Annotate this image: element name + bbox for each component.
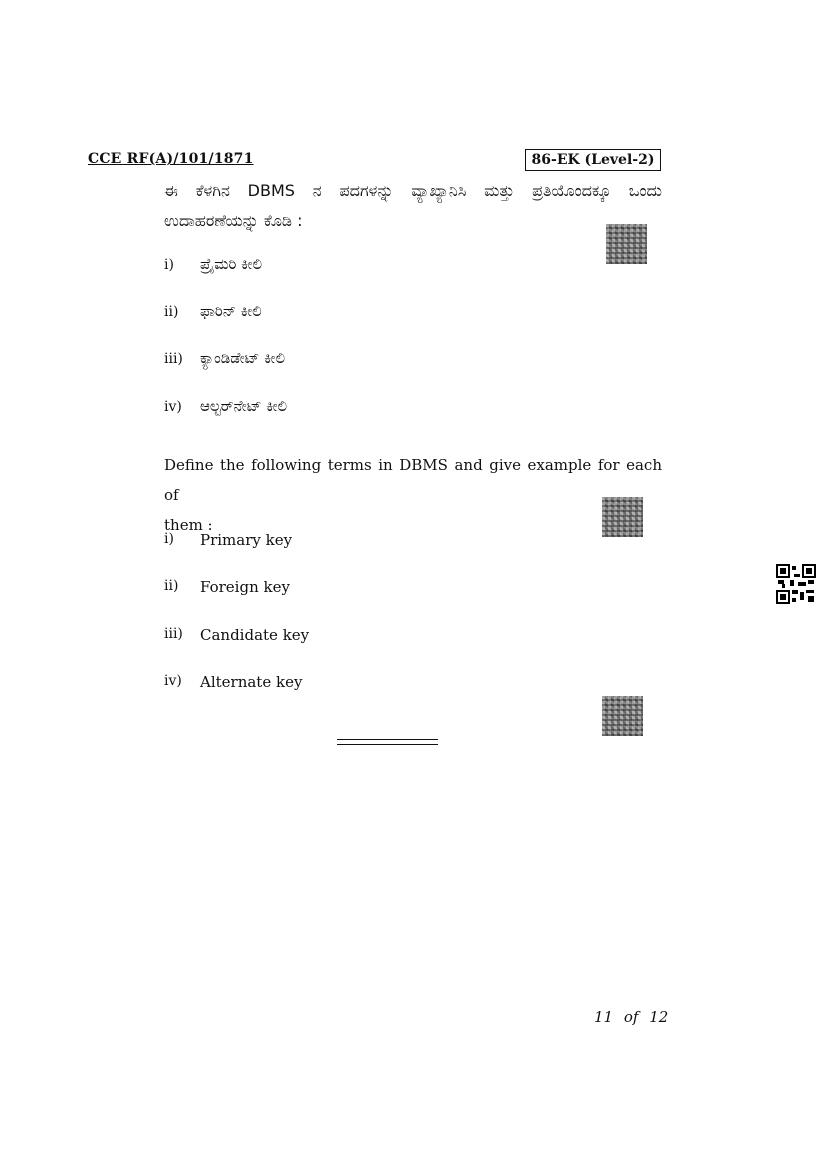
qr-finder-pattern (776, 590, 790, 604)
english-intro-line1: Define the following terms in DBMS and give example for each of (164, 456, 662, 504)
qr-finder-pattern (802, 564, 816, 578)
qr-module (794, 574, 800, 577)
qr-module (808, 580, 814, 584)
kannada-item-number: iv) (164, 399, 182, 415)
english-item-number: ii) (164, 578, 179, 594)
english-question (164, 450, 662, 540)
kannada-item-number: ii) (164, 304, 179, 320)
qr-code-image (602, 696, 643, 736)
kannada-item-text: ಫಾರಿನ್ ಕೀಲಿ (200, 302, 262, 320)
qr-module (798, 582, 806, 586)
paper-id-box: 86-EK (Level-2) (525, 149, 661, 171)
kannada-item-text: ಆಲ್ಟರ್‌ನೇಟ್ ಕೀಲಿ (200, 397, 288, 415)
kannada-item-number: iii) (164, 351, 183, 367)
qr-module (792, 566, 796, 570)
qr-module (800, 592, 804, 600)
side-qr-code (776, 564, 816, 604)
qr-code-image (606, 224, 647, 264)
kannada-intro-line2: ಉದಾಹರಣೆಯನ್ನು ಕೊಡಿ : (164, 211, 303, 230)
kannada-item-text: ಪ್ರೈಮರಿ ಕೀಲಿ (200, 255, 263, 273)
qr-module (806, 590, 814, 593)
kannada-item-number: i) (164, 257, 174, 273)
english-item-text: Primary key (200, 531, 293, 549)
qr-module (790, 580, 794, 586)
english-item-number: i) (164, 531, 174, 547)
english-item-text: Foreign key (200, 578, 290, 596)
page-number: 11 of 12 (594, 1008, 669, 1026)
qr-module (792, 598, 796, 602)
end-of-question-rule (337, 739, 438, 745)
exam-code: CCE RF(A)/101/1871 (88, 151, 254, 167)
kannada-intro-line1: ಈ ಕೆಳಗಿನ DBMS ನ ಪದಗಳನ್ನು ವ್ಯಾಖ್ಯಾನಿಸಿ ಮತ್ತು ಪ್ರತಿಯೊಂದಕ್ಕೂ ಒಂದು (164, 181, 662, 200)
qr-module (782, 584, 785, 588)
qr-module (792, 590, 798, 594)
english-intro-line2: them : (164, 516, 213, 534)
english-item-number: iii) (164, 626, 183, 642)
english-item-text: Alternate key (200, 673, 303, 691)
kannada-question (164, 176, 662, 236)
english-item-text: Candidate key (200, 626, 310, 644)
kannada-item-text: ಕ್ಯಾಂಡಿಡೇಟ್ ಕೀಲಿ (200, 349, 286, 367)
qr-module (808, 596, 814, 602)
qr-code-image (602, 497, 643, 537)
qr-finder-pattern (776, 564, 790, 578)
english-item-number: iv) (164, 673, 182, 689)
